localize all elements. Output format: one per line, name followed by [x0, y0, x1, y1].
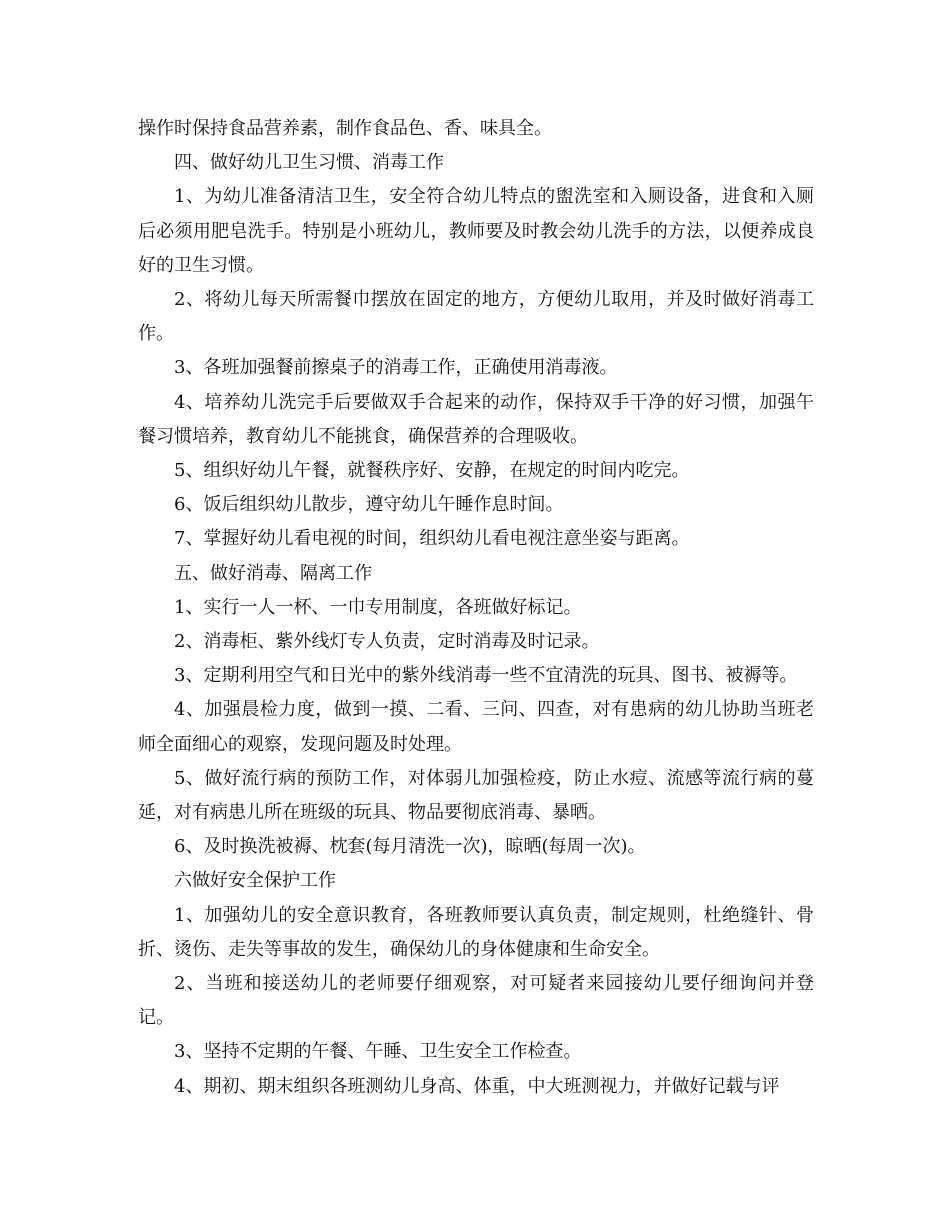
document-body — [138, 112, 814, 1104]
paragraph-5-3: 3、定期利用空气和日光中的紫外线消毒一些不宜清洗的玩具、图书、被褥等。 — [174, 665, 798, 687]
paragraph-4-5: 5、组织好幼儿午餐，就餐秩序好、安静，在规定的时间内吃完。 — [174, 460, 690, 482]
paragraph-5-2: 2、消毒柜、紫外线灯专人负责，定时消毒及时记录。 — [174, 631, 600, 653]
paragraph-5-1: 1、实行一人一杯、一巾专用制度，各班做好标记。 — [174, 596, 582, 618]
paragraph-6-1: 1、加强幼儿的安全意识教育，各班教师要认真负责，制定规则，杜绝缝针、骨折、烫伤、走失等事故的发生，确保幼儿的身体健康和生命安全。 — [138, 904, 814, 960]
paragraph-4-1: 1、为幼儿准备清洁卫生，安全符合幼儿特点的盥洗室和入厕设备，进食和入厕后必须用肥皂洗手。特别是小班幼儿，教师要及时教会幼儿洗手的方法，以便养成良好的卫生习惯。 — [138, 186, 814, 276]
paragraph-4-4: 4、培养幼儿洗完手后要做双手合起来的动作，保持双手干净的好习惯，加强午餐习惯培养，教育幼儿不能挑食，确保营养的合理吸收。 — [138, 391, 814, 447]
paragraph-4-3: 3、各班加强餐前擦桌子的消毒工作，正确使用消毒液。 — [174, 357, 618, 379]
paragraph-4-6: 6、饭后组织幼儿散步，遵守幼儿午睡作息时间。 — [174, 494, 564, 516]
paragraph-5-5: 5、做好流行病的预防工作，对体弱儿加强检疫，防止水痘、流感等流行病的蔓延，对有病患儿所在班级的玩具、物品要彻底消毒、暴晒。 — [138, 767, 814, 824]
paragraph-continuation: 操作时保持食品营养素，制作食品色、香、味具全。 — [138, 118, 552, 139]
paragraph-4-7: 7、掌握好幼儿看电视的时间，组织幼儿看电视注意坐姿与距离。 — [174, 528, 690, 550]
paragraph-6-2: 2、当班和接送幼儿的老师要仔细观察，对可疑者来园接幼儿要仔细询问并登记。 — [138, 973, 814, 1029]
paragraph-6-4: 4、期初、期末组织各班测幼儿身高、体重，中大班测视力，并做好记载与评 — [174, 1075, 780, 1097]
section-heading-6: 六做好安全保护工作 — [174, 870, 336, 892]
section-heading-4: 四、做好幼儿卫生习惯、消毒工作 — [174, 152, 444, 174]
section-heading-5: 五、做好消毒、隔离工作 — [174, 562, 372, 584]
paragraph-5-6: 6、及时换洗被褥、枕套(每月清洗一次)，晾晒(每周一次)。 — [174, 836, 646, 858]
paragraph-5-4: 4、加强晨检力度，做到一摸、二看、三问、四查，对有患病的幼儿协助当班老师全面细心的观察，发现问题及时处理。 — [138, 699, 814, 755]
paragraph-6-3: 3、坚持不定期的午餐、午睡、卫生安全工作检查。 — [174, 1041, 582, 1063]
paragraph-4-2: 2、将幼儿每天所需餐巾摆放在固定的地方，方便幼儿取用，并及时做好消毒工作。 — [138, 289, 814, 345]
